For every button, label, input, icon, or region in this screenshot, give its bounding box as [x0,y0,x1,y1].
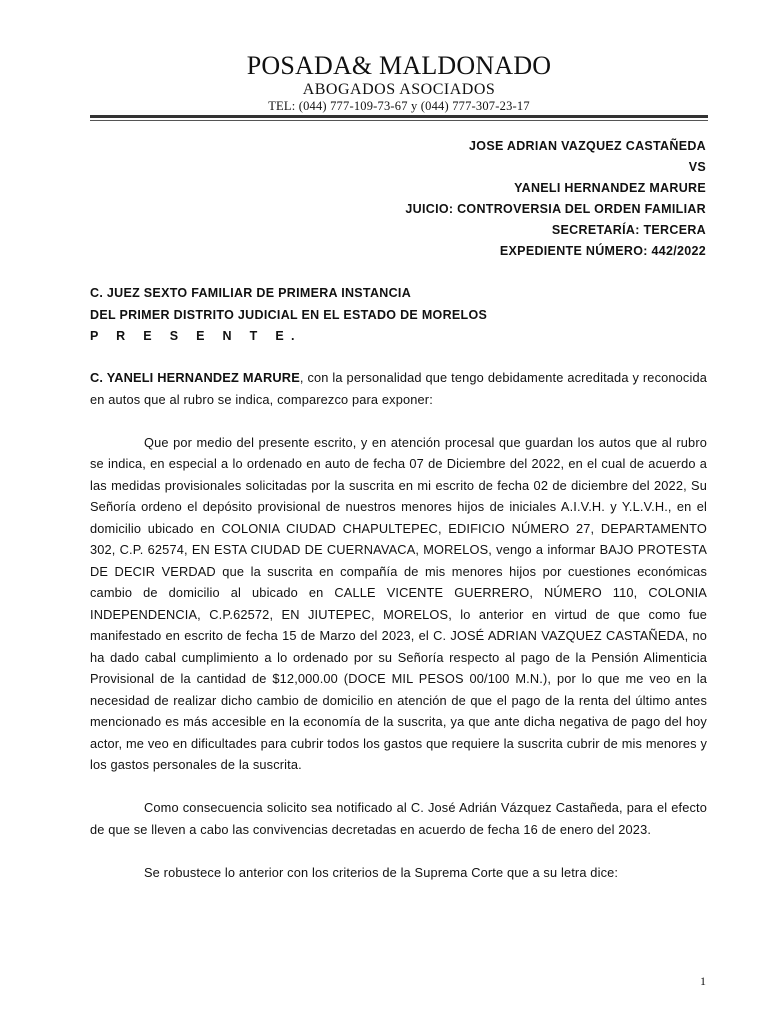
case-versus: VS [688,160,706,174]
body-paragraph-3: Como consecuencia solicito sea notificado al C. José Adrián Vázquez Castañeda, para el efecto de que se lleven a cabo las convivencias decretadas en acuerdo de fecha 16 de enero del 2023. [90,800,707,837]
addressee-line-2: DEL PRIMER DISTRITO JUDICIAL EN EL ESTADO DE MORELOS [90,307,488,322]
page-number: 1 [700,974,706,988]
case-plaintiff: JOSE ADRIAN VAZQUEZ CASTAÑEDA [469,139,706,153]
letterhead-rule-thick [90,115,708,118]
case-defendant: YANELI HERNANDEZ MARURE [514,181,706,195]
body-paragraph-4: Se robustece lo anterior con los criterios de la Suprema Corte que a su letra dice: [144,864,619,880]
firm-subtitle: ABOGADOS ASOCIADOS [302,81,496,98]
addressee [90,283,487,348]
letterhead-rule-thin [90,120,708,121]
addressee-line-3: P R E S E N T E. [90,329,302,343]
addressee-line-1: C. JUEZ SEXTO FAMILIAR DE PRIMERA INSTANCIA [90,286,412,300]
firm-name: POSADA& MALDONADO [246,51,552,80]
firm-phone: TEL: (044) 777-109-73-67 y (044) 777-307-23-17 [268,99,530,113]
case-header [405,136,706,262]
body-paragraph-2: Que por medio del presente escrito, y en atención procesal que guardan los autos que al rubro se indica, en especial a lo ordenado en auto de fecha 07 de Diciembre del 2022, en el cual de acuerdo a las medidas provisionales solicitadas por la suscrita en mi escrito de fecha 02 de diciembre del 2022, Su Señoría ordeno el depósito provisional de nuestros menores hijos de iniciales A.I.V.H. y Y.L.V.H., en el domicilio ubicado en COLONIA CIUDAD CHAPULTEPEC, EDIFICIO NÚMERO 27, DEPARTAMENTO 302, C.P. 62574, EN ESTA CIUDAD DE CUERNAVACA, MORELOS, vengo a informar BAJO PROTESTA DE DECIR VERDAD que la suscrita en compañía de mis menores hijos por cuestiones económicas cambio de domicilio al ubicado en CALLE VICENTE GUERRERO, NÚMERO 110, COLONIA INDEPENDENCIA, C.P.62572, EN JIUTEPEC, MORELOS, lo anterior en virtud de que como fue manifestado en escrito de fecha 15 de Marzo del 2023, el C. JOSÉ ADRIAN VAZQUEZ CASTAÑEDA, no ha dado cabal cumplimiento a lo ordenado por su Señoría respecto al pago de la Pensión Alimenticia Provisional de la cantidad de $12,000.00 (DOCE MIL PESOS 00/100 M.N.), por lo que me veo en la necesidad de realizar dicho cambio de domicilio en atención de que el pago de la renta del último antes mencionado es más accesible en la economía de la suscrita, ya que ante dicha negativa de pago del hoy actor, me veo en dificultades para cubrir todos los gastos que requiere la suscrita cubrir de mis menores y los gastos personales de la suscrita. [90,434,707,772]
body-paragraph-1-text: , con la personalidad que tengo debidamente acreditada y reconocida en autos que al rubro se indica, comparezco para exponer: [90,370,707,407]
case-secretariat: SECRETARÍA: TERCERA [551,223,706,237]
document-body [90,367,707,905]
case-file-number: EXPEDIENTE NÚMERO: 442/2022 [499,244,706,258]
case-trial: JUICIO: CONTROVERSIA DEL ORDEN FAMILIAR [405,202,706,216]
letterhead [90,50,708,113]
body-paragraph-1 [90,367,707,410]
body-paragraph-1-name: C. YANELI HERNANDEZ MARURE [90,370,300,385]
